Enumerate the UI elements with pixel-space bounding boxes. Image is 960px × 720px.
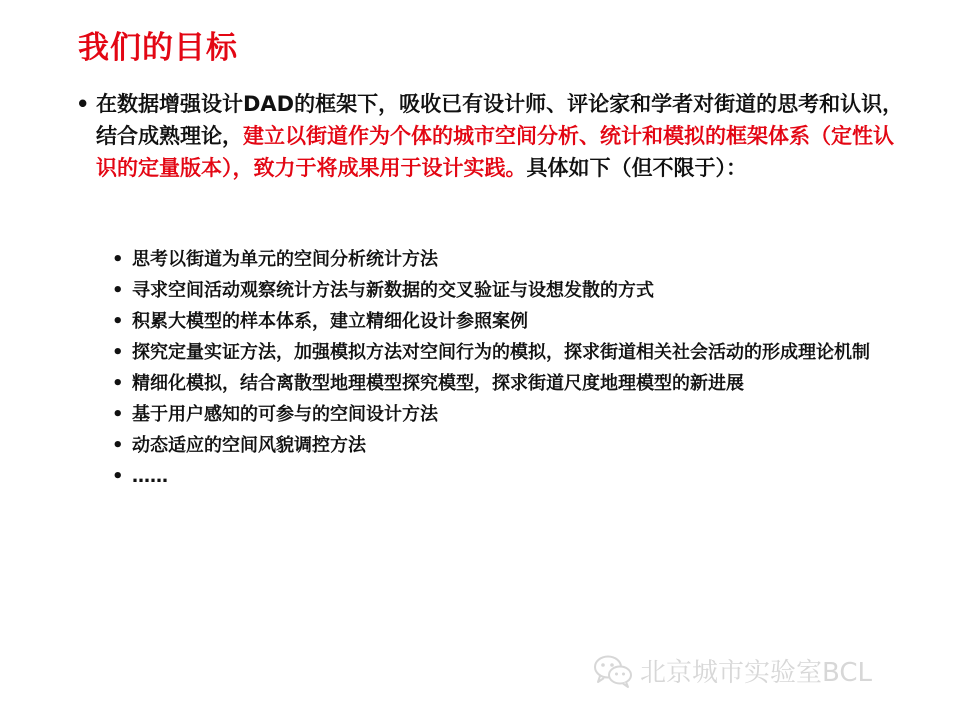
list-item-text: 基于用户感知的可参与的空间设计方法 <box>132 404 438 425</box>
main-text-black-2: 具体如下（但不限于）： <box>526 156 747 180</box>
list-item <box>108 465 898 489</box>
bullet: • <box>112 435 124 456</box>
bullet: • <box>112 311 124 332</box>
list-item <box>108 248 898 272</box>
list-item-text: 积累大模型的样本体系，建立精细化设计参照案例 <box>132 311 528 332</box>
bullet: • <box>112 280 124 301</box>
list-item <box>108 310 898 334</box>
list-item <box>108 372 898 396</box>
list-item <box>108 341 898 365</box>
watermark-text: 北京城市实验室BCL <box>640 658 873 688</box>
watermark <box>592 652 872 689</box>
bullet: • <box>112 404 124 425</box>
sub-bullet-list <box>108 248 898 496</box>
list-item <box>108 403 898 427</box>
list-item <box>108 434 898 458</box>
page-title: 我们的目标 <box>78 30 238 66</box>
main-text-red: 建立以街道作为个体的城市空间分析、统计和模拟的框架体系（定性认识的定量版本），致力于将成果用于设计实践。 <box>96 124 894 180</box>
bullet: • <box>112 373 124 394</box>
list-item-text: …… <box>132 466 168 487</box>
list-item-text: 探究定量实证方法，加强模拟方法对空间行为的模拟，探求街道相关社会活动的形成理论机制 <box>132 342 870 363</box>
list-item <box>108 279 898 303</box>
list-item-text: 精细化模拟，结合离散型地理模型探究模型，探求街道尺度地理模型的新进展 <box>132 373 744 394</box>
list-item-text: 寻求空间活动观察统计方法与新数据的交叉验证与设想发散的方式 <box>132 280 654 301</box>
list-item-text: 思考以街道为单元的空间分析统计方法 <box>132 249 438 270</box>
main-bullet-text <box>96 88 906 184</box>
bullet: • <box>112 249 124 270</box>
list-item-text: 动态适应的空间风貌调控方法 <box>132 435 366 456</box>
bullet: • <box>112 342 124 363</box>
wechat-icon <box>592 653 634 689</box>
main-bullet-paragraph <box>76 88 906 184</box>
main-text-black-1: 在数据增强设计DAD的框架下，吸收已有设计师、评论家和学者对街道的思考和认识，结合成熟理论， <box>96 92 904 148</box>
bullet: • <box>112 466 124 487</box>
bullet: • <box>76 92 90 116</box>
